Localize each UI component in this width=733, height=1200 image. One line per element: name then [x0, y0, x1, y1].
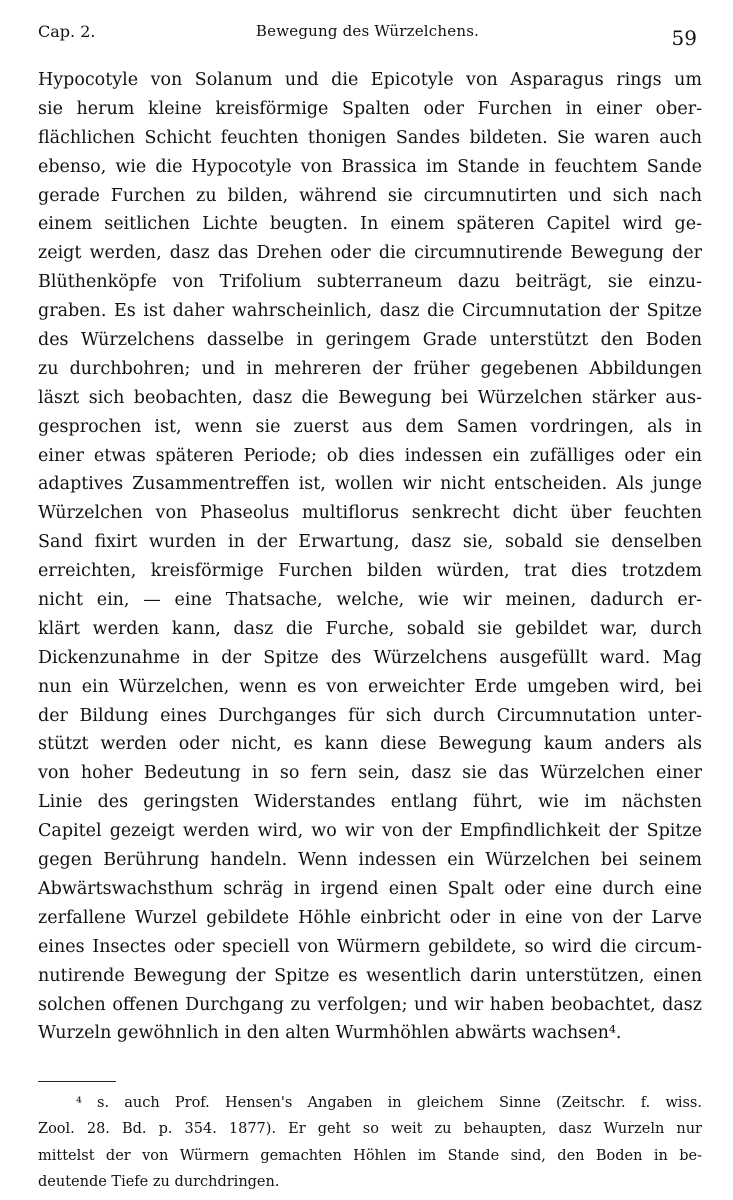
text-line: zerfallene Wurzel gebildete Höhle einbricht oder in eine von der Larve: [38, 907, 702, 928]
text-line: zu durchbohren; und in mehreren der früher gegebenen Abbildungen: [38, 358, 702, 379]
text-line: zeigt werden, dasz das Drehen oder die circumnutirende Bewegung der: [38, 243, 702, 264]
running-title: Bewegung des Würzelchens.: [255, 22, 480, 40]
text-line: erreichten, kreisförmige Furchen bilden würden, trat dies trotzdem: [38, 561, 702, 582]
text-line: des Würzelchens dasselbe in geringem Grade unterstützt den Boden: [38, 330, 702, 351]
footnote: [38, 1090, 702, 1195]
text-line: Hypocotyle von Solanum und die Epicotyle von Asparagus rings um: [38, 70, 702, 90]
footnote-line: mittelst der von Würmern gemachten Höhlen im Stande sind, den Boden in be-: [38, 1147, 702, 1164]
text-line: nicht ein, — eine Thatsache, welche, wie wir meinen, dadurch er-: [38, 590, 702, 611]
text-line: stützt werden oder nicht, es kann diese Bewegung kaum anders als: [38, 734, 702, 755]
text-line: Linie des geringsten Widerstandes entlang führt, wie im nächsten: [38, 792, 702, 813]
text-line: Sand fixirt wurden in der Erwartung, dasz sie, sobald sie denselben: [38, 532, 702, 553]
text-line: der Bildung eines Durchganges für sich durch Circumnutation unter-: [38, 705, 702, 726]
body-text: [38, 66, 702, 1048]
running-head: [38, 20, 697, 50]
page-number: 59: [671, 26, 697, 50]
text-line: Capitel gezeigt werden wird, wo wir von der Empfindlichkeit der Spitze: [38, 821, 702, 842]
text-line: läszt sich beobachten, dasz die Bewegung bei Würzelchen stärker aus-: [38, 387, 702, 408]
text-line: sie herum kleine kreisförmige Spalten oder Furchen in einer ober-: [38, 98, 702, 119]
text-line: einem seitlichen Lichte beugten. In einem späteren Capitel wird ge-: [38, 214, 702, 235]
text-line: Wurzeln gewöhnlich in den alten Wurmhöhlen abwärts wachsen⁴.: [38, 1023, 622, 1044]
text-line: flächlichen Schicht feuchten thonigen Sandes bildeten. Sie waren auch: [38, 127, 702, 148]
text-line: klärt werden kann, dasz die Furche, sobald sie gebildet war, durch: [38, 618, 702, 639]
text-line: einer etwas späteren Periode; ob dies indessen ein zufälliges oder ein: [38, 445, 702, 466]
text-line: von hoher Bedeutung in so fern sein, dasz sie das Würzelchen einer: [38, 763, 702, 784]
footnote-line: deutende Tiefe zu durchdringen.: [38, 1173, 280, 1190]
text-line: nun ein Würzelchen, wenn es von erweichter Erde umgeben wird, bei: [38, 676, 702, 697]
text-line: gegen Berührung handeln. Wenn indessen ein Würzelchen bei seinem: [38, 850, 702, 871]
text-line: solchen offenen Durchgang zu verfolgen; und wir haben beobachtet, dasz: [38, 994, 702, 1015]
text-line: Dickenzunahme in der Spitze des Würzelchens ausgefüllt ward. Mag: [38, 647, 702, 668]
text-line: eines Insectes oder speciell von Würmern gebildete, so wird die circum-: [38, 936, 702, 957]
text-line: Blüthenköpfe von Trifolium subterraneum dazu beiträgt, sie einzu-: [38, 272, 702, 293]
text-line: graben. Es ist daher wahrscheinlich, dasz die Circumnutation der Spitze: [38, 301, 702, 322]
footnote-line: ⁴ s. auch Prof. Hensen's Angaben in gleichem Sinne (Zeitschr. f. wiss.: [76, 1095, 702, 1111]
text-line: adaptives Zusammentreffen ist, wollen wir nicht entscheiden. Als junge: [38, 474, 702, 495]
footnote-divider: [38, 1081, 116, 1082]
text-line: ebenso, wie die Hypocotyle von Brassica im Stande in feuchtem Sande: [38, 156, 702, 177]
text-line: nutirende Bewegung der Spitze es wesentlich darin unterstützen, einen: [38, 965, 702, 986]
text-line: gesprochen ist, wenn sie zuerst aus dem Samen vordringen, als in: [38, 416, 702, 437]
text-line: gerade Furchen zu bilden, während sie circumnutirten und sich nach: [38, 185, 702, 206]
text-line: Abwärtswachsthum schräg in irgend einen Spalt oder eine durch eine: [38, 878, 702, 899]
footnote-line: Zool. 28. Bd. p. 354. 1877). Er geht so weit zu behaupten, dasz Wurzeln nur: [38, 1121, 702, 1138]
text-line: Würzelchen von Phaseolus multiflorus senkrecht dicht über feuchten: [38, 503, 702, 524]
chapter-label: Cap. 2.: [38, 22, 96, 41]
